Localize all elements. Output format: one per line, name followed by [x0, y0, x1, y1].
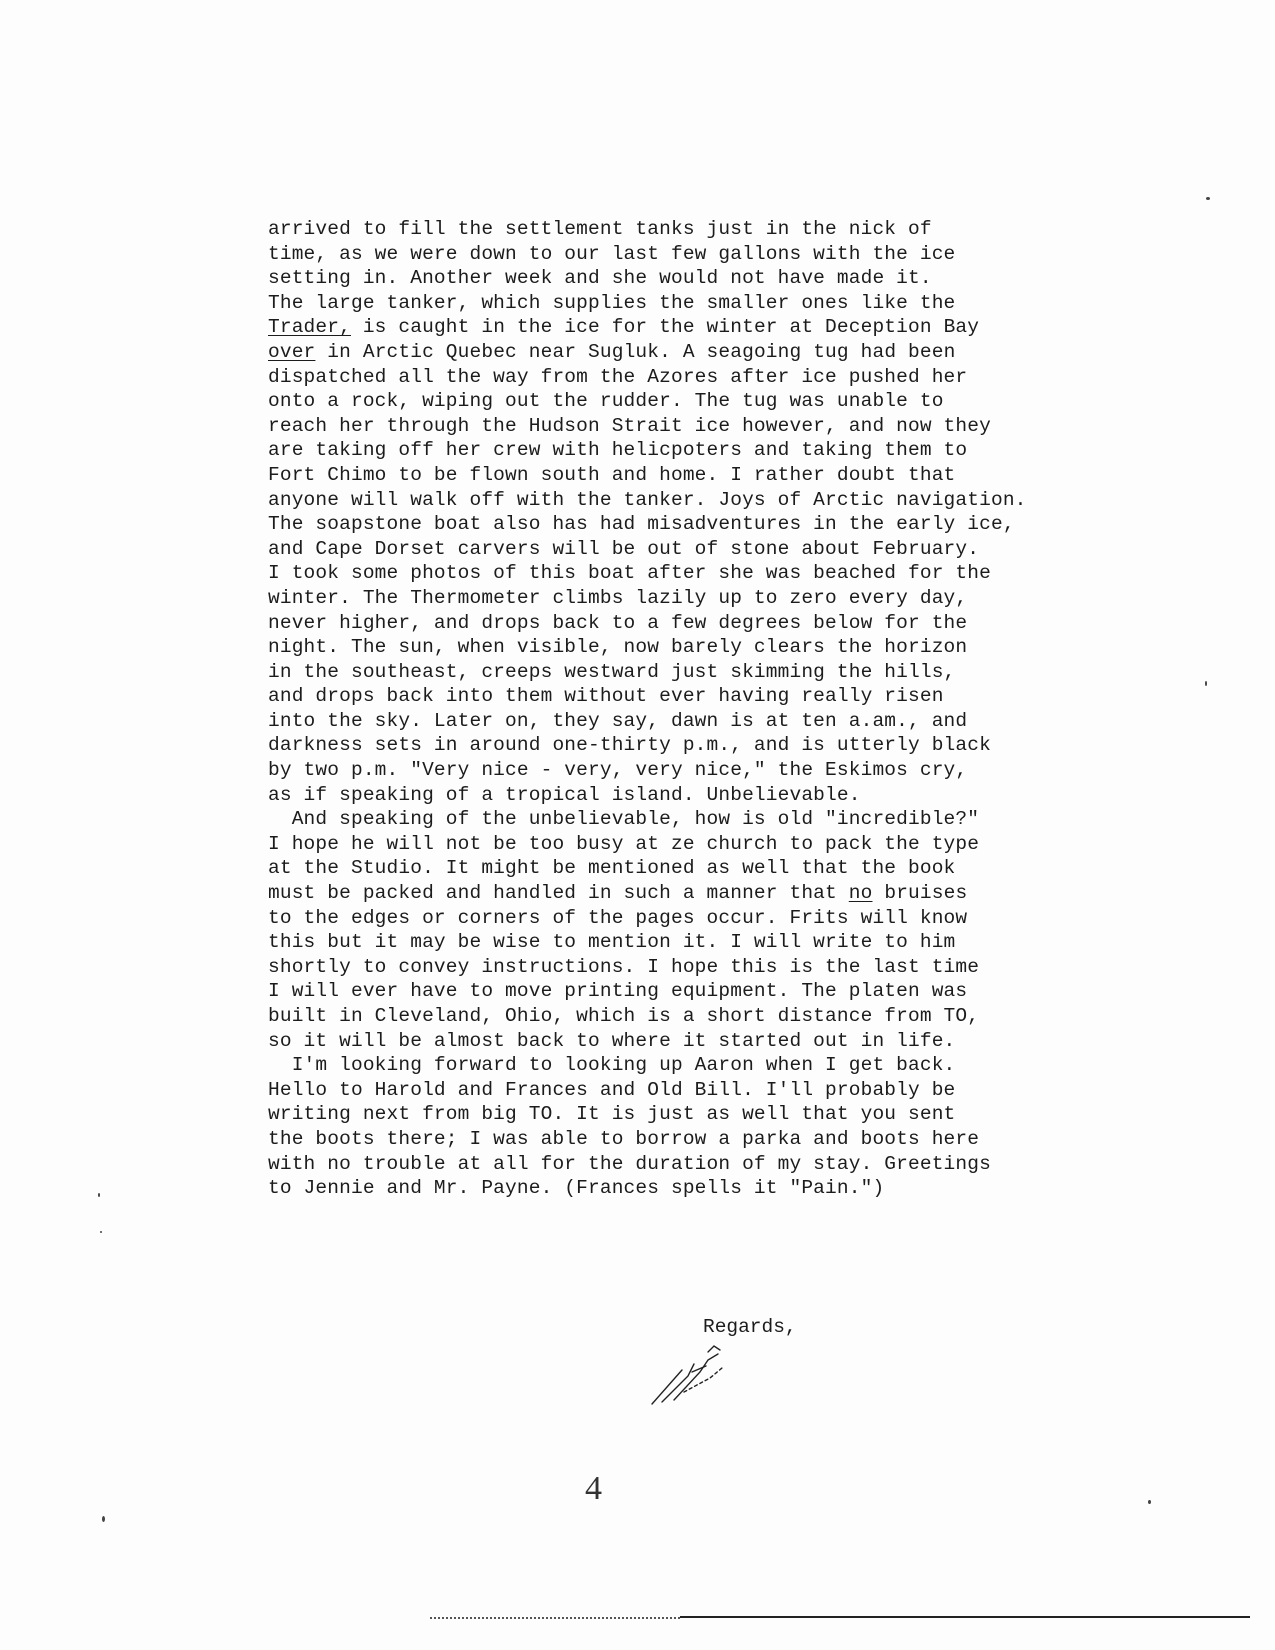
underlined-word: no — [848, 882, 873, 905]
text-line — [268, 340, 1068, 365]
text-line: shortly to convey instructions. I hope this is the last time — [268, 955, 980, 978]
text-fragment: in Arctic Quebec near Sugluk. A seagoing tug had been — [327, 340, 956, 363]
text-line: reach her through the Hudson Strait ice however, and now they — [268, 414, 991, 437]
handwritten-signature — [648, 1342, 758, 1412]
text-line: in the southeast, creeps westward just skimming the hills, — [268, 660, 956, 683]
text-line: by two p.m. "Very nice - very, very nice," the Eskimos cry, — [268, 759, 968, 782]
text-line: are taking off her crew with helicpoters and taking them to — [268, 439, 968, 462]
text-line: to Jennie and Mr. Payne. (Frances spells it "Pain.") — [268, 1177, 885, 1200]
letter-body — [268, 217, 1068, 1201]
text-line: I will ever have to move printing equipment. The platen was — [268, 980, 968, 1003]
text-line: The large tanker, which supplies the smaller ones like the — [268, 291, 956, 314]
text-line: so it will be almost back to where it started out in life. — [268, 1029, 956, 1052]
text-line: and drops back into them without ever having really risen — [268, 685, 944, 708]
text-line: into the sky. Later on, they say, dawn is at ten a.am., and — [268, 709, 968, 732]
text-line: and Cape Dorset carvers will be out of stone about February. — [268, 537, 980, 560]
footer-dotted-rule — [430, 1617, 680, 1619]
underlined-word: over — [268, 340, 316, 363]
text-line: with no trouble at all for the duration of my stay. Greetings — [268, 1152, 991, 1175]
text-line: I hope he will not be too busy at ze church to pack the type — [268, 832, 980, 855]
text-line — [268, 881, 1068, 906]
scan-speck — [1205, 681, 1207, 686]
text-line: I'm looking forward to looking up Aaron when I get back. — [268, 1054, 956, 1077]
text-fragment: bruises — [884, 882, 968, 905]
text-line — [268, 315, 1068, 340]
text-line: onto a rock, wiping out the rudder. The tug was unable to — [268, 390, 944, 413]
text-line: this but it may be wise to mention it. I will write to him — [268, 931, 956, 954]
text-line: to the edges or corners of the pages occur. Frits will know — [268, 906, 968, 929]
text-line: The soapstone boat also has had misadventures in the early ice, — [268, 513, 1015, 536]
text-line: Hello to Harold and Frances and Old Bill. I'll probably be — [268, 1078, 956, 1101]
text-line: never higher, and drops back to a few degrees below for the — [268, 611, 968, 634]
page-number: 4 — [585, 1470, 602, 1507]
text-line: setting in. Another week and she would not have made it. — [268, 267, 932, 290]
text-line: arrived to fill the settlement tanks just in the nick of — [268, 218, 932, 240]
text-line: built in Cleveland, Ohio, which is a short distance from TO, — [268, 1005, 980, 1027]
text-line: And speaking of the unbelievable, how is old "incredible?" — [268, 808, 980, 831]
text-line: winter. The Thermometer climbs lazily up to zero every day, — [268, 586, 968, 609]
text-line: I took some photos of this boat after she was beached for the — [268, 562, 991, 585]
text-line: Fort Chimo to be flown south and home. I rather doubt that — [268, 463, 956, 486]
text-line: the boots there; I was able to borrow a parka and boots here — [268, 1127, 980, 1150]
text-line: dispatched all the way from the Azores after ice pushed her — [268, 365, 968, 388]
scan-speck — [1206, 197, 1210, 200]
scan-speck — [98, 1193, 100, 1197]
text-line: night. The sun, when visible, now barely clears the horizon — [268, 636, 968, 659]
scan-speck — [1148, 1500, 1151, 1504]
text-line: anyone will walk off with the tanker. Joys of Arctic navigation. — [268, 488, 1027, 511]
footer-rule — [680, 1616, 1250, 1618]
text-line: writing next from big TO. It is just as well that you sent — [268, 1103, 956, 1126]
scan-speck — [102, 1516, 105, 1522]
text-line: darkness sets in around one-thirty p.m., and is utterly black — [268, 734, 991, 757]
closing-salutation: Regards, — [703, 1316, 797, 1338]
scan-speck — [100, 1231, 102, 1233]
text-line: time, as we were down to our last few gallons with the ice — [268, 242, 956, 265]
underlined-word: Trader, — [268, 316, 351, 339]
text-line: at the Studio. It might be mentioned as well that the book — [268, 857, 956, 880]
text-line: as if speaking of a tropical island. Unbelievable. — [268, 783, 861, 806]
text-fragment: is caught in the ice for the winter at Deception Bay — [362, 316, 980, 339]
text-fragment: must be packed and handled in such a manner that — [268, 882, 837, 905]
